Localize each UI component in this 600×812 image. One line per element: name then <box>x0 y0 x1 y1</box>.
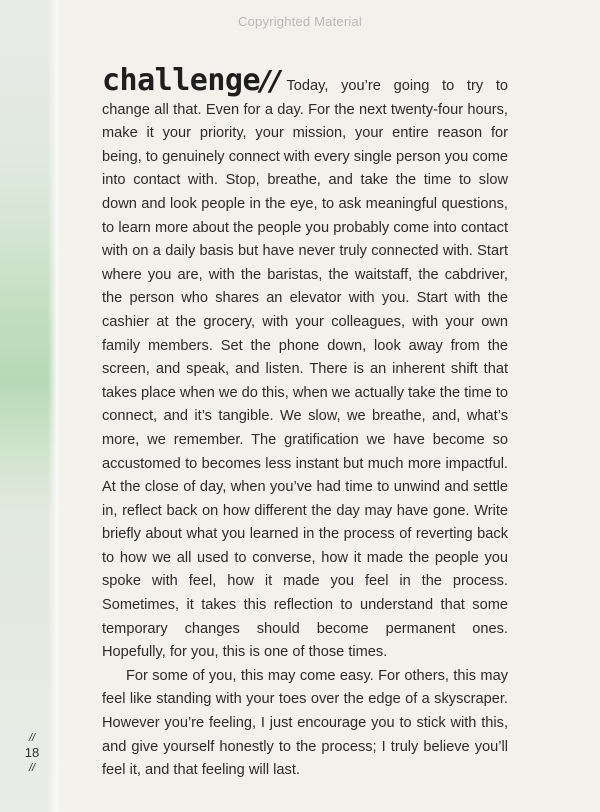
body-text <box>102 63 508 783</box>
torn-paper-edge <box>48 0 62 812</box>
heading-separator: // <box>260 64 281 97</box>
paragraph-1-text: Today, you’re going to try to change all that. Even for a day. For the next twenty-four hours, make it your priority, your mission, your entire reason for being, to genuinely connect with every single person you come into contact with. Stop, breathe, and take the time to slow down and look people in the eye, to ask meaningful questions, to learn more about the people you probably come into contact with on a daily basis but have never truly connected with. Start where you are, with the baristas, the waitstaff, the cabdriver, the person who shares an elevator with you. Start with the cashier at the grocery, with your colleagues, with your own family members. Set the phone down, look away from the screen, and speak, and listen. There is an inherent shift that takes place when we do this, when we actually take the time to connect, and it’s tangible. We slow, we breathe, and, what’s more, we remember. The gratification we have become so accustomed to becomes less instant but much more impactful. At the close of day, when you’ve had time to unwind and settle in, reflect back on how different the day may have gone. Write briefly about what you learned in the process of reverting back to how we all used to converse, how it made the people you spoke with feel, how it made you feel in the process. Sometimes, it takes this reflection to understand that some temporary changes should become permanent ones. Hopefully, for you, this is one of those times. <box>102 78 508 661</box>
paragraph-2: For some of you, this may come easy. For others, this may feel like standing with your toes over the edge of a skyscraper. However you’re feeling, I just encourage you to stick with this, and give yourself honestly to the process; I truly believe you’ll feel it, and that feeling will last. <box>102 667 508 779</box>
page-folio <box>22 732 42 774</box>
folio-mark-bottom: // <box>28 762 36 774</box>
folio-mark-top: // <box>28 732 36 744</box>
page-number: 18 <box>24 745 40 760</box>
section-heading: challenge <box>102 63 261 98</box>
copyright-watermark: Copyrighted Material <box>238 14 362 29</box>
paragraph-1 <box>102 63 508 665</box>
